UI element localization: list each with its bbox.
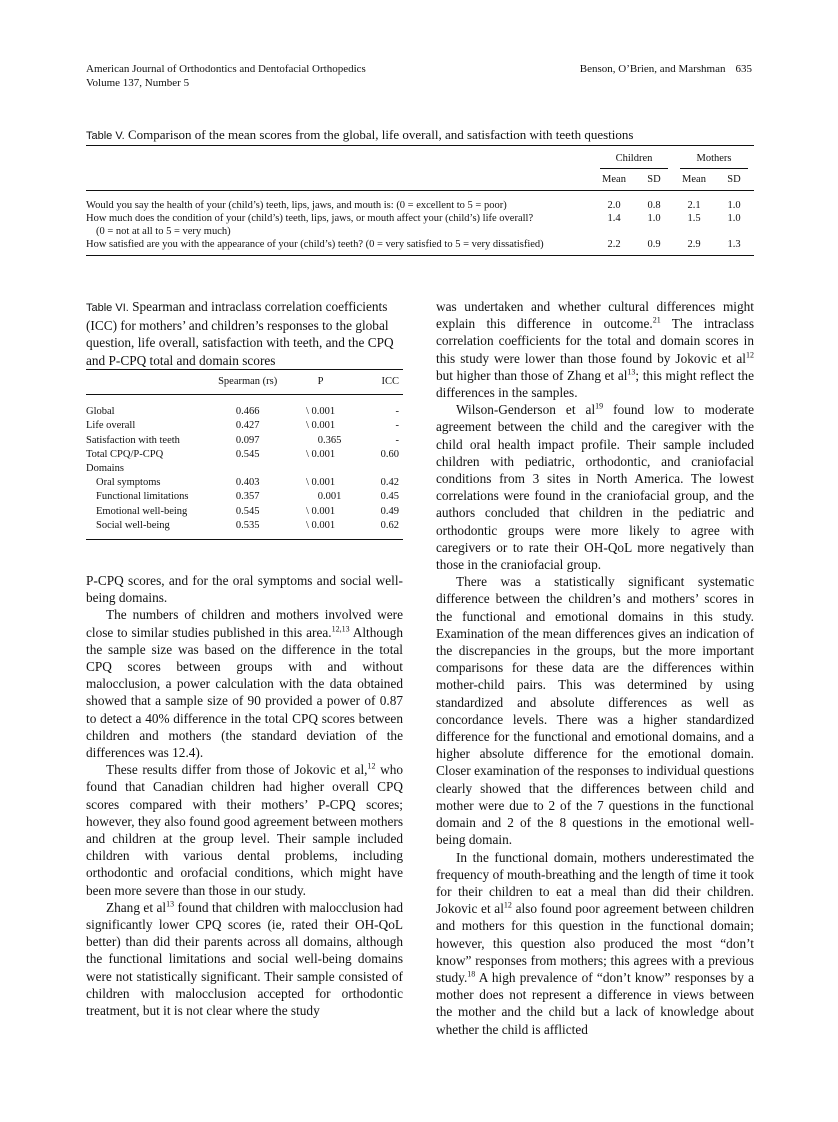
table-row: [86, 395, 403, 420]
t6-cell: \ 0.001: [305, 448, 336, 460]
text-run: who found that Canadian children had higher overall CPQ scores compared with their mothers’ P-CPQ scores; however, they also found good agreement between mothers and children at the group level. Their sample included children with various dental problems, including orthodontic and orofacial conditions, which might have been more severe than those in our study.: [86, 762, 403, 898]
text-run: was undertaken and whether cultural differences might explain this difference in outcome.: [436, 299, 754, 332]
t6-cell: \ 0.001: [305, 477, 336, 489]
t5-question: How satisfied are you with the appearance of your (child’s) teeth? (0 = very satisfied to 5 = very dissatisfied): [86, 238, 594, 256]
t6-cell: [352, 462, 403, 476]
t5-question: Would you say the health of your (child’s) teeth, lips, jaws, and mouth is: (0 = excellent to 5 = poor): [86, 200, 507, 211]
journal-name: American Journal of Orthodontics and Dentofacial Orthopedics: [86, 63, 366, 75]
paragraph: P-CPQ scores, and for the oral symptoms and social well-being domains.: [86, 573, 403, 606]
t6-row-name: Functional limitations: [96, 491, 189, 503]
table5: [86, 145, 754, 256]
text-run: The numbers of children and mothers involved were close to similar studies published in this area.: [86, 607, 403, 640]
paragraph: [436, 401, 754, 573]
t6-cell: 0.357: [235, 491, 260, 503]
t5-cell: 1.0: [727, 213, 741, 224]
citation: 18: [467, 969, 476, 979]
t6-row-name: Emotional well-being: [96, 505, 188, 517]
t6-row-name: Total CPQ/P-CPQ: [86, 448, 164, 460]
text-run: found low to moderate agreement between the child and the caregiver with the child oral health impact profile. Their sample included children with pediatric, orthodontic, and craniofacial conditions from 3 sites in North America. The lowest correlations were found in the craniofacial group, and the authors concluded that children in the pediatric and orthodontic groups were more likely to agree with caregivers or to rate their OH-QoL more negatively than those in the craniofacial group.: [436, 402, 754, 573]
table-row: [86, 191, 754, 213]
t5-cell: 2.2: [594, 238, 634, 256]
journal-volume: Volume 137, Number 5: [86, 77, 190, 89]
authors: Benson, O’Brien, and Marshman: [579, 63, 726, 75]
paragraph: [436, 849, 754, 1038]
t6-cell: 0.42: [380, 477, 399, 489]
t6-col-p: P: [289, 370, 352, 395]
t6-cell: 0.097: [235, 434, 260, 446]
t6-cell: 0.403: [235, 477, 260, 489]
t5-cell: 1.4: [607, 213, 621, 224]
text-run: In the functional domain, mothers underestimated the frequency of mouth-breathing and the length of time it took for their children to eat a meal than did their children. Jokovic et al: [436, 849, 754, 917]
table-row: [86, 448, 403, 462]
citation: 21: [652, 315, 661, 325]
table5-label: Table V.: [86, 130, 125, 142]
table-row: [86, 476, 403, 490]
table-row: [86, 519, 403, 540]
t6-row-name: Global: [86, 406, 115, 418]
table-row: [86, 434, 403, 448]
table5-title: Comparison of the mean scores from the global, life overall, and satisfaction with teeth questions: [128, 127, 634, 142]
text-run: but higher than those of Zhang et al: [436, 367, 628, 383]
table6-caption: [86, 298, 403, 369]
t6-cell: \ 0.001: [289, 519, 352, 540]
table-row: [86, 419, 403, 433]
paragraph: [436, 298, 754, 401]
t6-cell: 0.60: [380, 448, 399, 460]
table5-caption: [86, 127, 754, 143]
text-run: ; this might reflect the differences in the samples.: [436, 367, 754, 401]
t6-cell: 0.365: [317, 434, 342, 446]
text-run: The intraclass correlation coefficients for the total and domain scores in this study were lower than those found by Jokovic et al: [436, 316, 754, 366]
paragraph: There was a statistically significant systematic difference between the children’s and mothers’ scores in the functional and emotional domains in this study. Examination of the mean differences gives an indication of the discrepancies in the groups, but the more important comparisons for these data are the differences within mother-child pairs. This was determined by using standardized and absolute differences as well as concordance levels. There was a higher standardized difference for the functional and emotional domains, and a higher absolute difference for the emotional domain. Closer examination of the responses to individual questions clearly showed that the differences between child and mother were due to 2 of the 7 questions in the functional domain and 2 of the 8 questions in the emotional well-being domain.: [436, 574, 754, 848]
t5-cell: 1.5: [687, 213, 701, 224]
paragraph: [86, 761, 403, 899]
citation: 19: [595, 401, 604, 411]
t6-cell: \ 0.001: [305, 406, 336, 418]
t6-row-name: Life overall: [86, 420, 136, 432]
t5-cell: 0.8: [647, 200, 661, 211]
running-header-journal: [86, 62, 366, 90]
t6-col-icc: ICC: [352, 370, 403, 395]
citation: 13: [627, 367, 636, 377]
table-row: [86, 505, 403, 519]
t5-cell: 2.0: [607, 200, 621, 211]
t6-cell: 0.535: [206, 519, 288, 540]
t6-col-spearman: Spearman (rs): [206, 370, 288, 395]
t6-cell: [206, 462, 288, 476]
text-run: found that children with malocclusion had significantly lower CPQ scores (ie, rated their OH-QoL better) than did their parents across all domains, although the functional limitations and social well-being domains were not statistically significant. Their sample consisted of children with malocclusion accepted for orthodontic treatment, but it is not clear where the study: [86, 899, 403, 1019]
citation: 12: [503, 900, 512, 910]
t5-cell: 1.0: [727, 200, 741, 211]
t6-cell: 0.45: [380, 491, 399, 503]
t6-cell: -: [395, 434, 399, 446]
t5-question: How much does the condition of your (child’s) teeth, lips, jaws, or mouth affect your (child’s) life overall?: [86, 213, 534, 224]
running-header-authors: [580, 62, 752, 76]
t5-group-children: Children: [600, 152, 668, 169]
t6-row-name: Domains: [86, 463, 124, 475]
table6: [86, 369, 403, 540]
t6-row-name: Social well-being: [86, 519, 206, 540]
text-run: Zhang et al: [106, 899, 167, 915]
t6-cell: 0.001: [317, 491, 342, 503]
t5-cell: 1.3: [714, 238, 754, 256]
t5-col-sd: SD: [714, 169, 754, 191]
text-run: A high prevalence of “don’t know” responses by a mother does not represent a difference in views between the mother and the child but a lack of knowledge about whether the child is afflicted: [436, 969, 754, 1037]
table6-label: Table VI.: [86, 302, 129, 314]
t6-cell: 0.49: [380, 505, 399, 517]
t6-cell: 0.466: [235, 406, 260, 418]
left-column-text: [86, 572, 403, 1019]
right-column-text: [436, 298, 754, 1038]
citation: 13: [166, 899, 175, 909]
t5-cell: 0.9: [634, 238, 674, 256]
text-run: Although the sample size was based on the difference in the total CPQ scores between groups with and without malocclusion, a power calculation with the data obtained showed that a sample size of 90 provided a power of 0.87 to detect a 40% difference in the total CPQ scores between children and mothers (the standard deviation of the differences was 12.4).: [86, 624, 403, 761]
t6-cell: \ 0.001: [305, 420, 336, 432]
t5-cell: 2.1: [687, 200, 701, 211]
table-row: [86, 238, 754, 256]
t5-question-scale: (0 = not at all to 5 = very much): [96, 226, 231, 237]
text-run: These results differ from those of Jokovic et al,: [106, 762, 368, 778]
t6-cell: \ 0.001: [305, 505, 336, 517]
t6-cell: 0.545: [235, 505, 260, 517]
page-number: 635: [735, 63, 752, 75]
table-row: [86, 490, 403, 504]
t5-cell: 2.9: [674, 238, 714, 256]
paragraph: [86, 899, 403, 1019]
table-row: [86, 212, 754, 238]
t6-row-name: Satisfaction with teeth: [86, 434, 180, 446]
t6-cell: 0.545: [235, 448, 260, 460]
table-row: [86, 462, 403, 476]
t6-cell: 0.62: [352, 519, 403, 540]
text-run: Wilson-Genderson et al: [456, 402, 596, 418]
t5-col-mean: Mean: [674, 169, 714, 191]
t6-cell: -: [395, 406, 399, 418]
t6-cell: -: [395, 420, 399, 432]
citation: 12,13: [331, 624, 350, 634]
paragraph: [86, 606, 403, 761]
citation: 12: [367, 761, 376, 771]
t5-col-sd: SD: [634, 169, 674, 191]
t6-row-name: Oral symptoms: [96, 477, 161, 489]
t6-cell: 0.427: [235, 420, 260, 432]
citation: 12: [746, 350, 754, 360]
t5-col-mean: Mean: [594, 169, 634, 191]
table6-title: Spearman and intraclass correlation coefficients (ICC) for mothers’ and children’s responses to the global question, life overall, satisfaction with teeth, and the CPQ and P-CPQ total and domain scores: [86, 299, 394, 368]
t5-cell: 1.0: [647, 213, 661, 224]
t5-group-mothers: Mothers: [680, 152, 748, 169]
text-run: also found poor agreement between children and mothers for this question in the functional domain; however, this question also produced the most “don’t know” responses from mothers; this agrees with a previous study.: [436, 901, 754, 985]
t6-cell: [289, 462, 352, 476]
